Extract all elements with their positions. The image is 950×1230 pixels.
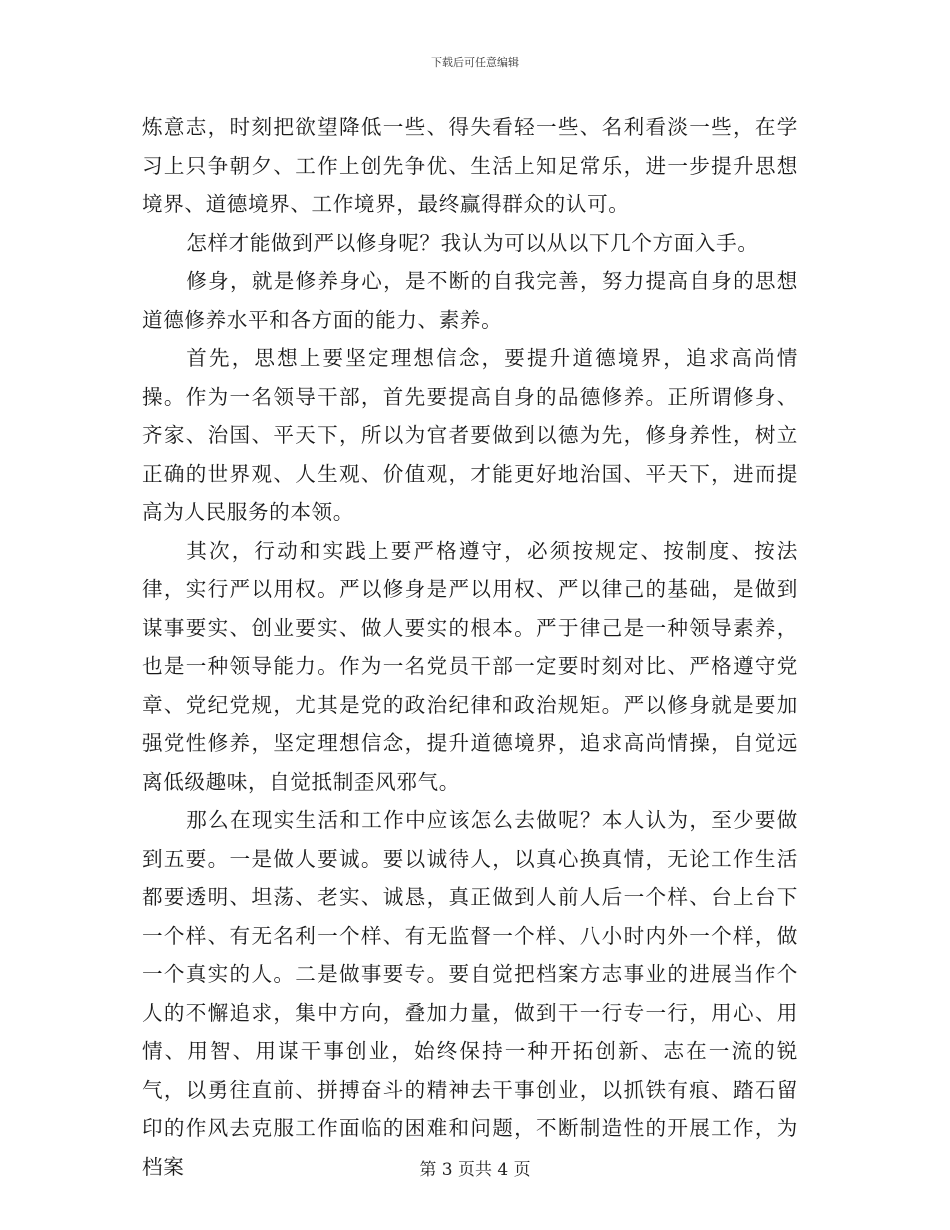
paragraph-3: 修身，就是修养身心，是不断的自我完善，努力提高自身的思想道德修养水平和各方面的能力、素养。 <box>142 269 798 332</box>
document-body <box>142 108 798 1186</box>
paragraph-2: 怎样才能做到严以修身呢？我认为可以从以下几个方面入手。 <box>186 230 759 255</box>
paragraph-5: 其次，行动和实践上要严格遵守，必须按规定、按制度、按法律，实行严以用权。严以修身是严以用权、严以律己的基础，是做到谋事要实、创业要实、做人要实的根本。严于律己是一种领导素养，也是一种领导能力。作为一名党员干部一定要时刻对比、严格遵守党章、党纪党规，尤其是党的政治纪律和政治规矩。严以修身就是要加强党性修养，坚定理想信念，提升道德境界，追求高尚情操，自觉远离低级趣味，自觉抵制歪风邪气。 <box>142 538 798 794</box>
page-header: 下载后可任意编辑 <box>431 56 519 69</box>
page-footer: 第 3 页共 4 页 <box>419 1160 531 1180</box>
paragraph-1: 炼意志，时刻把欲望降低一些、得失看轻一些、名利看淡一些，在学习上只争朝夕、工作上创先争优、生活上知足常乐，进一步提升思想境界、道德境界、工作境界，最终赢得群众的认可。 <box>142 115 798 216</box>
paragraph-6: 那么在现实生活和工作中应该怎么去做呢？本人认为，至少要做到五要。一是做人要诚。要以诚待人，以真心换真情，无论工作生活都要透明、坦荡、老实、诚恳，真正做到人前人后一个样、台上台下一个样、有无名利一个样、有无监督一个样、八小时内外一个样，做一个真实的人。二是做事要专。要自觉把档案方志事业的进展当作个人的不懈追求，集中方向，叠加力量，做到干一行专一行，用心、用情、用智、用谋干事创业，始终保持一种开拓创新、志在一流的锐气，以勇往直前、拼搏奋斗的精神去干事创业，以抓铁有痕、踏石留印的作风去克服工作面临的困难和问题，不断制造性的开展工作，为档案 <box>142 808 798 1179</box>
paragraph-4: 首先，思想上要坚定理想信念，要提升道德境界，追求高尚情操。作为一名领导干部，首先要提高自身的品德修养。正所谓修身、齐家、治国、平天下，所以为官者要做到以德为先，修身养性，树立正确的世界观、人生观、价值观，才能更好地治国、平天下，进而提高为人民服务的本领。 <box>142 346 798 524</box>
